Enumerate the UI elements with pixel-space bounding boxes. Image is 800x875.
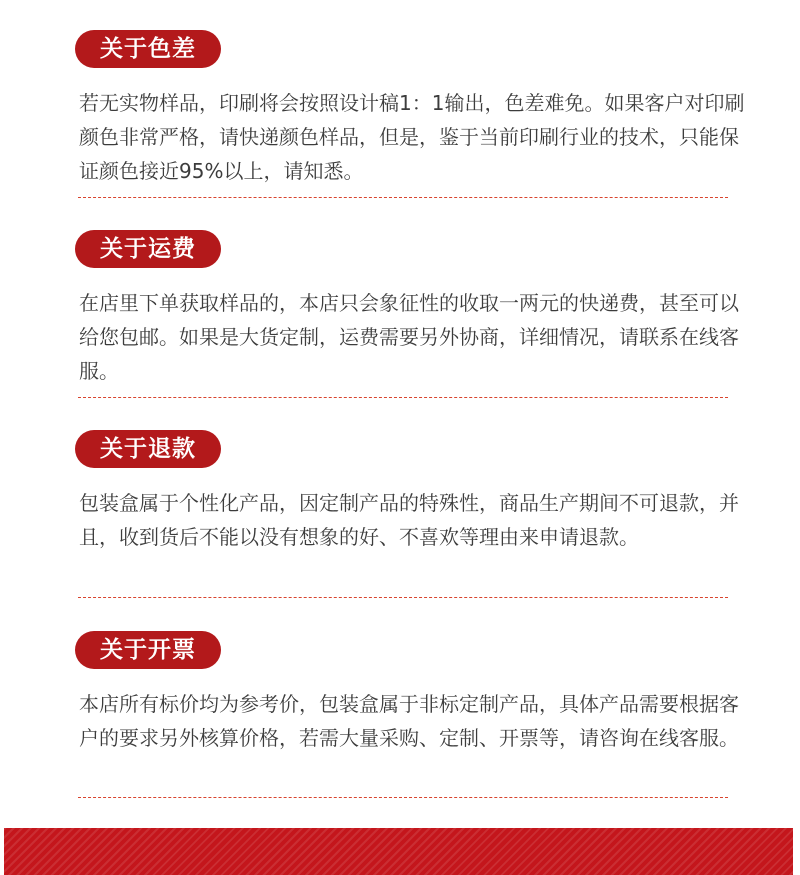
section-title-badge: 关于运费: [75, 230, 221, 268]
section-body-text: 若无实物样品，印刷将会按照设计稿1：1输出，色差难免。如果客户对印刷颜色非常严格，请快递颜色样品，但是，鉴于当前印刷行业的技术，只能保证颜色接近95%以上，请知悉。: [79, 91, 745, 183]
section-title-badge: 关于色差: [75, 30, 221, 68]
section-body-text: 在店里下单获取样品的，本店只会象征性的收取一两元的快递费，甚至可以给您包邮。如果是大货定制，运费需要另外协商，详细情况，请联系在线客服。: [79, 291, 739, 383]
section-divider: [78, 797, 728, 798]
section-divider: [78, 597, 728, 598]
section-body-text: 包装盒属于个性化产品，因定制产品的特殊性，商品生产期间不可退款，并且，收到货后不能以没有想象的好、不喜欢等理由来申请退款。: [79, 491, 739, 549]
section-title-badge: 关于开票: [75, 631, 221, 669]
section-title-badge: 关于退款: [75, 430, 221, 468]
footer-banner: [4, 828, 793, 875]
section-body-text: 本店所有标价均为参考价，包装盒属于非标定制产品，具体产品需要根据客户的要求另外核算价格，若需大量采购、定制、开票等，请咨询在线客服。: [79, 692, 739, 750]
section-divider: [78, 397, 728, 398]
section-divider: [78, 197, 728, 198]
